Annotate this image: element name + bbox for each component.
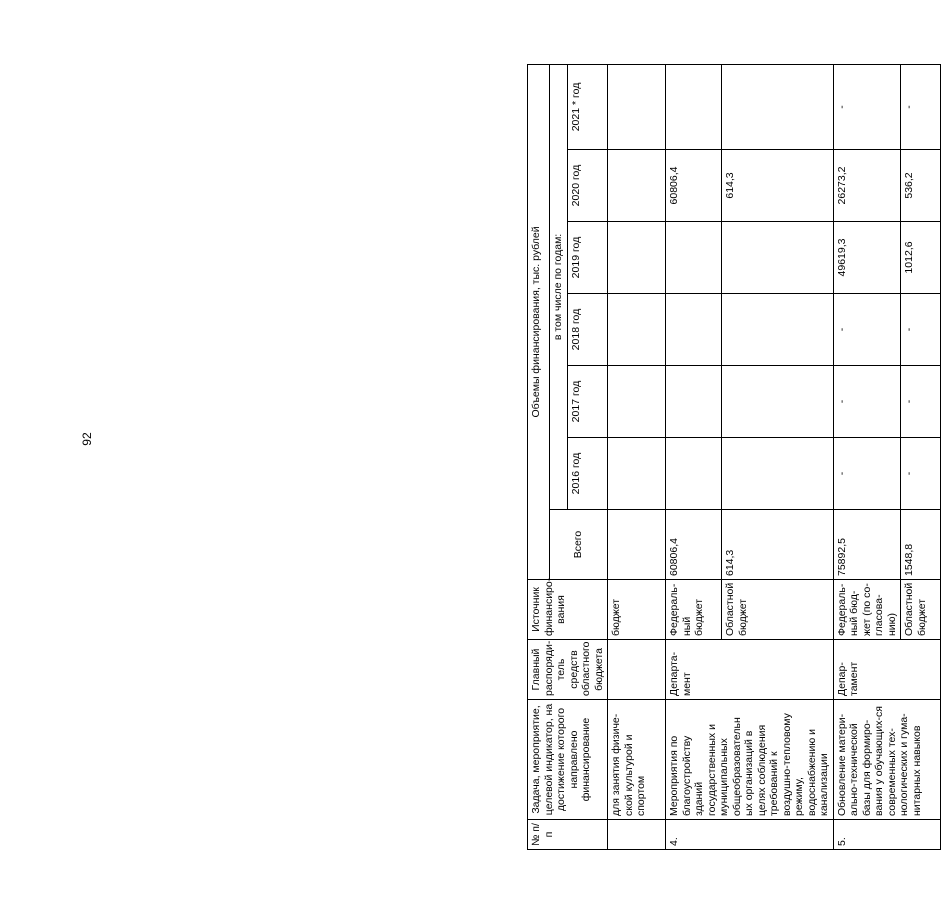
- header-year-2021: 2021 * год: [568, 64, 608, 149]
- cell-manager: Депар-тамент: [833, 640, 941, 700]
- cell-2017: [608, 366, 666, 438]
- cell-2020: 614,3: [722, 150, 833, 222]
- cell-2021: [608, 64, 666, 149]
- header-year-2016: 2016 год: [568, 438, 608, 510]
- cell-2018: -: [901, 294, 941, 366]
- cell-2018: [666, 294, 722, 366]
- cell-2016: [608, 438, 666, 510]
- header-total: Всего: [550, 510, 608, 580]
- cell-manager: Департа-мент: [666, 640, 834, 700]
- page-number: 92: [80, 432, 94, 446]
- header-by-years: в том числе по годам:: [550, 64, 568, 509]
- financing-table: [527, 64, 941, 850]
- cell-manager: [608, 640, 666, 700]
- cell-total: 614,3: [722, 510, 833, 580]
- cell-2020: 60806,4: [666, 150, 722, 222]
- cell-no: 5.: [833, 820, 941, 850]
- table-row: [833, 64, 901, 849]
- cell-total: 75892,5: [833, 510, 901, 580]
- table-row: [666, 64, 722, 849]
- cell-2020: 536,2: [901, 150, 941, 222]
- cell-2016: [666, 438, 722, 510]
- cell-2019: [666, 222, 722, 294]
- cell-task: Мероприятия по благоустройству зданий государственных и муниципальных общеобразовательн ых организаций в целях соблюдения требований к воздушно-тепловому режиму, водоснабжению и канализации: [666, 700, 834, 820]
- table-row: [608, 64, 666, 849]
- rotated-table-container: [527, 65, 928, 850]
- cell-2019: 49619,3: [833, 222, 901, 294]
- cell-2016: [722, 438, 833, 510]
- cell-task: для занятия физиче-ской культурой и спортом: [608, 700, 666, 820]
- cell-total: 60806,4: [666, 510, 722, 580]
- cell-total: 1548,8: [901, 510, 941, 580]
- cell-source: Федераль-ный бюд-жет (по со-гласова-нию): [833, 580, 901, 640]
- cell-2020: [608, 150, 666, 222]
- cell-2021: [666, 64, 722, 149]
- header-year-2019: 2019 год: [568, 222, 608, 294]
- cell-total: [608, 510, 666, 580]
- header-year-2018: 2018 год: [568, 294, 608, 366]
- cell-2019: 1012,6: [901, 222, 941, 294]
- cell-source: Областной бюджет: [722, 580, 833, 640]
- cell-no: [608, 820, 666, 850]
- header-task: Задача, мероприятие, целевой индикатор, на достижение которого направлено финансирование: [528, 700, 608, 820]
- cell-2017: [666, 366, 722, 438]
- cell-2019: [608, 222, 666, 294]
- cell-2018: [722, 294, 833, 366]
- header-no: № п/п: [528, 820, 608, 850]
- header-manager: Главный распоряди-тель средств областного бюджета: [528, 640, 608, 700]
- cell-source: Областной бюджет: [901, 580, 941, 640]
- cell-2018: [608, 294, 666, 366]
- cell-2021: [722, 64, 833, 149]
- cell-2017: -: [901, 366, 941, 438]
- cell-2016: -: [833, 438, 901, 510]
- cell-2016: -: [901, 438, 941, 510]
- header-year-2017: 2017 год: [568, 366, 608, 438]
- cell-2020: 26273,2: [833, 150, 901, 222]
- cell-2019: [722, 222, 833, 294]
- cell-no: 4.: [666, 820, 834, 850]
- header-year-2020: 2020 год: [568, 150, 608, 222]
- cell-2021: -: [833, 64, 901, 149]
- cell-source: Федераль-ный бюджет: [666, 580, 722, 640]
- cell-2018: -: [833, 294, 901, 366]
- cell-task: Обновление матери-ально-технической базы для формиро-вания у обучающих-ся современных тех-нологических и гума-нитарных навыков: [833, 700, 941, 820]
- cell-2017: -: [833, 366, 901, 438]
- header-source: Источник финансиро-вания: [528, 580, 608, 640]
- cell-2021: -: [901, 64, 941, 149]
- header-volumes: Объемы финансирования, тыс. рублей: [528, 64, 550, 579]
- cell-2017: [722, 366, 833, 438]
- cell-source: бюджет: [608, 580, 666, 640]
